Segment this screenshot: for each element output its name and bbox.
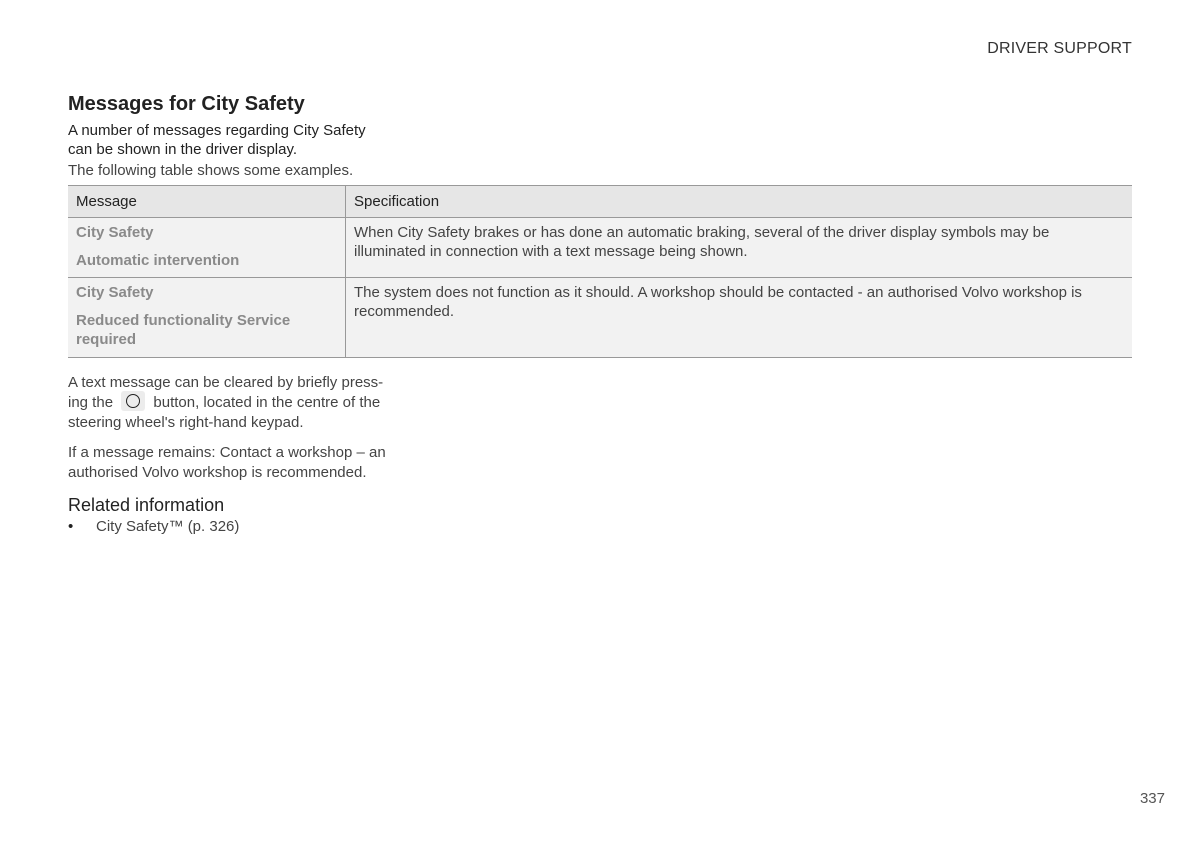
- clear-message-paragraph: [68, 373, 388, 433]
- table-row: [68, 278, 1132, 358]
- message-name: City Safety: [76, 224, 154, 241]
- related-information-list: [68, 517, 239, 537]
- clear-text-before: A text message can be cleared by briefly press-ing the: [68, 374, 384, 411]
- specification-cell: When City Safety brakes or has done an automatic braking, several of the driver display symbols may be illuminated in connection with a text message being shown.: [346, 218, 1133, 278]
- column-header-specification: Specification: [346, 186, 1133, 218]
- clear-text-after: button, located in the centre of the steering wheel's right-hand keypad.: [68, 394, 381, 432]
- column-header-message: Message: [68, 186, 346, 218]
- table-row: [68, 218, 1132, 278]
- message-detail: Automatic intervention: [76, 252, 240, 269]
- related-information-heading: Related information: [68, 495, 225, 515]
- messages-table: [68, 185, 1132, 358]
- page-number: 337: [1139, 790, 1165, 807]
- table-intro: The following table shows some examples.: [68, 162, 354, 179]
- table-header-row: [68, 186, 1132, 218]
- steering-wheel-o-button-icon: [121, 391, 145, 411]
- bullet-icon: •: [68, 518, 74, 535]
- list-item[interactable]: [68, 517, 239, 537]
- intro-paragraph: A number of messages regarding City Safety can be shown in the driver display.: [68, 122, 366, 158]
- message-name: City Safety: [76, 284, 154, 301]
- message-detail: Reduced functionality Service required: [76, 312, 291, 348]
- related-link[interactable]: City Safety™ (p. 326): [96, 518, 240, 535]
- page-title: Messages for City Safety: [68, 93, 305, 115]
- section-header: DRIVER SUPPORT: [987, 40, 1132, 57]
- specification-cell: The system does not function as it should. A workshop should be contacted - an authorised Volvo workshop is recommended.: [346, 278, 1133, 358]
- remaining-message-paragraph: If a message remains: Contact a workshop – an authorised Volvo workshop is recommended.: [68, 444, 386, 481]
- message-cell: [68, 218, 346, 278]
- message-cell: [68, 278, 346, 358]
